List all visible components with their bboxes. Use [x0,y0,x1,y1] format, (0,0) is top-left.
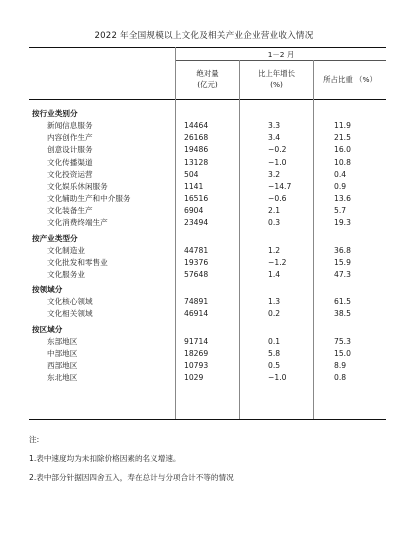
row-name: 东部地区 [47,336,78,346]
row-name: 创意设计服务 [47,145,93,155]
row-share: 16.0 [334,145,351,155]
row-growth: 3.2 [268,169,281,179]
row-share: 75.3 [334,336,351,346]
col-header-value [176,68,239,90]
row-name: 文化相关领域 [47,309,93,319]
row-share: 21.5 [334,133,351,143]
row-growth: 3.3 [268,121,281,131]
note-line-2: 2.表中部分针据因四舍五入，寿在总计与分项合计不等的情况 [29,473,234,482]
row-share: 11.9 [334,121,351,131]
row-value: 23494 [184,218,209,228]
row-value: 19486 [184,145,209,155]
section-heading: 按行业类别分 [32,109,78,118]
col-divider-2 [239,60,240,419]
col-header-share: 所占比重 （%） [323,75,377,84]
row-name: 文化投资运营 [47,169,93,179]
row-value: 16516 [184,194,209,204]
row-value: 10793 [184,361,209,370]
row-value: 504 [184,169,199,179]
col-divider-1 [175,47,176,419]
row-share: 0.8 [334,373,347,383]
row-share: 0.4 [334,169,347,179]
row-value: 6904 [184,206,204,216]
row-share: 61.5 [334,297,351,307]
row-share: 10.8 [334,157,351,167]
table-bottom-rule [29,419,386,420]
row-name: 新闻信息服务 [47,121,93,131]
row-share: 13.6 [334,194,351,204]
row-growth: −1.0 [268,157,287,167]
row-growth: −0.2 [268,145,287,155]
row-value: 74891 [184,297,209,307]
note-line-1: 1.表中速度均为未扣除价格因素的名义增速。 [29,454,181,463]
row-name: 文化辅助生产和中介服务 [47,194,131,204]
section-heading: 按产业类型分 [32,233,78,243]
table-top-rule [29,47,386,48]
row-name: 西部地区 [47,361,78,370]
row-value: 18269 [184,348,209,358]
row-growth: −1.0 [268,373,287,383]
period-header: 1－2 月 [267,50,295,59]
row-value: 1029 [184,373,204,383]
row-name: 文化装备生产 [47,206,93,216]
notes-heading: 注: [29,435,40,444]
row-growth: 0.5 [268,361,281,370]
row-value: 91714 [184,336,209,346]
row-growth: −1.2 [268,257,287,267]
row-name: 文化传播渠道 [47,157,93,167]
row-growth: −0.6 [268,194,287,204]
header-bottom-rule [29,99,386,100]
row-name: 文化批发和零售业 [47,257,108,267]
row-name: 东北地区 [47,373,78,383]
row-growth: 0.3 [268,218,281,228]
col-header-value-label: 绝对量 [196,69,219,78]
row-growth: 2.1 [268,206,281,216]
col-divider-3 [313,60,314,419]
col-header-growth [240,68,313,90]
row-name: 文化消费终端生产 [47,218,108,228]
row-name: 文化核心领域 [47,297,93,307]
row-share: 8.9 [334,361,347,370]
section-heading: 按领域分 [32,285,63,295]
row-growth: 1.3 [268,297,281,307]
row-name: 中部地区 [47,348,78,358]
col-header-growth-unit: (%) [270,80,283,89]
row-growth: 1.4 [268,269,281,279]
row-value: 1141 [184,181,204,191]
row-name: 文化服务业 [47,269,85,279]
row-share: 15.9 [334,257,351,267]
period-rule [175,60,386,61]
row-growth: 3.4 [268,133,281,143]
section-heading: 按区域分 [32,324,63,334]
row-growth: 0.2 [268,309,281,319]
row-value: 26168 [184,133,209,143]
row-share: 5.7 [334,206,347,216]
row-value: 44781 [184,245,209,255]
row-share: 15.0 [334,348,351,358]
row-share: 36.8 [334,245,351,255]
row-name: 文化制造业 [47,245,85,255]
col-header-growth-label: 比上年增长 [258,69,295,78]
row-growth: 0.1 [268,336,281,346]
row-share: 38.5 [334,309,351,319]
row-growth: 5.8 [268,348,281,358]
col-header-value-unit: (亿元) [197,80,218,89]
row-value: 19376 [184,257,209,267]
row-name: 内容创作生产 [47,133,93,143]
row-value: 14464 [184,121,209,131]
row-value: 46914 [184,309,209,319]
row-growth: −14.7 [268,181,292,191]
row-share: 19.3 [334,218,351,228]
row-value: 57648 [184,269,209,279]
row-share: 0.9 [334,181,347,191]
table-title: 2022 年全国规模以上文化及相关产业企业营业收入情况 [94,31,314,41]
row-value: 13128 [184,157,209,167]
row-share: 47.3 [334,269,351,279]
row-name: 文化娱乐休闲服务 [47,181,108,191]
row-growth: 1.2 [268,245,281,255]
